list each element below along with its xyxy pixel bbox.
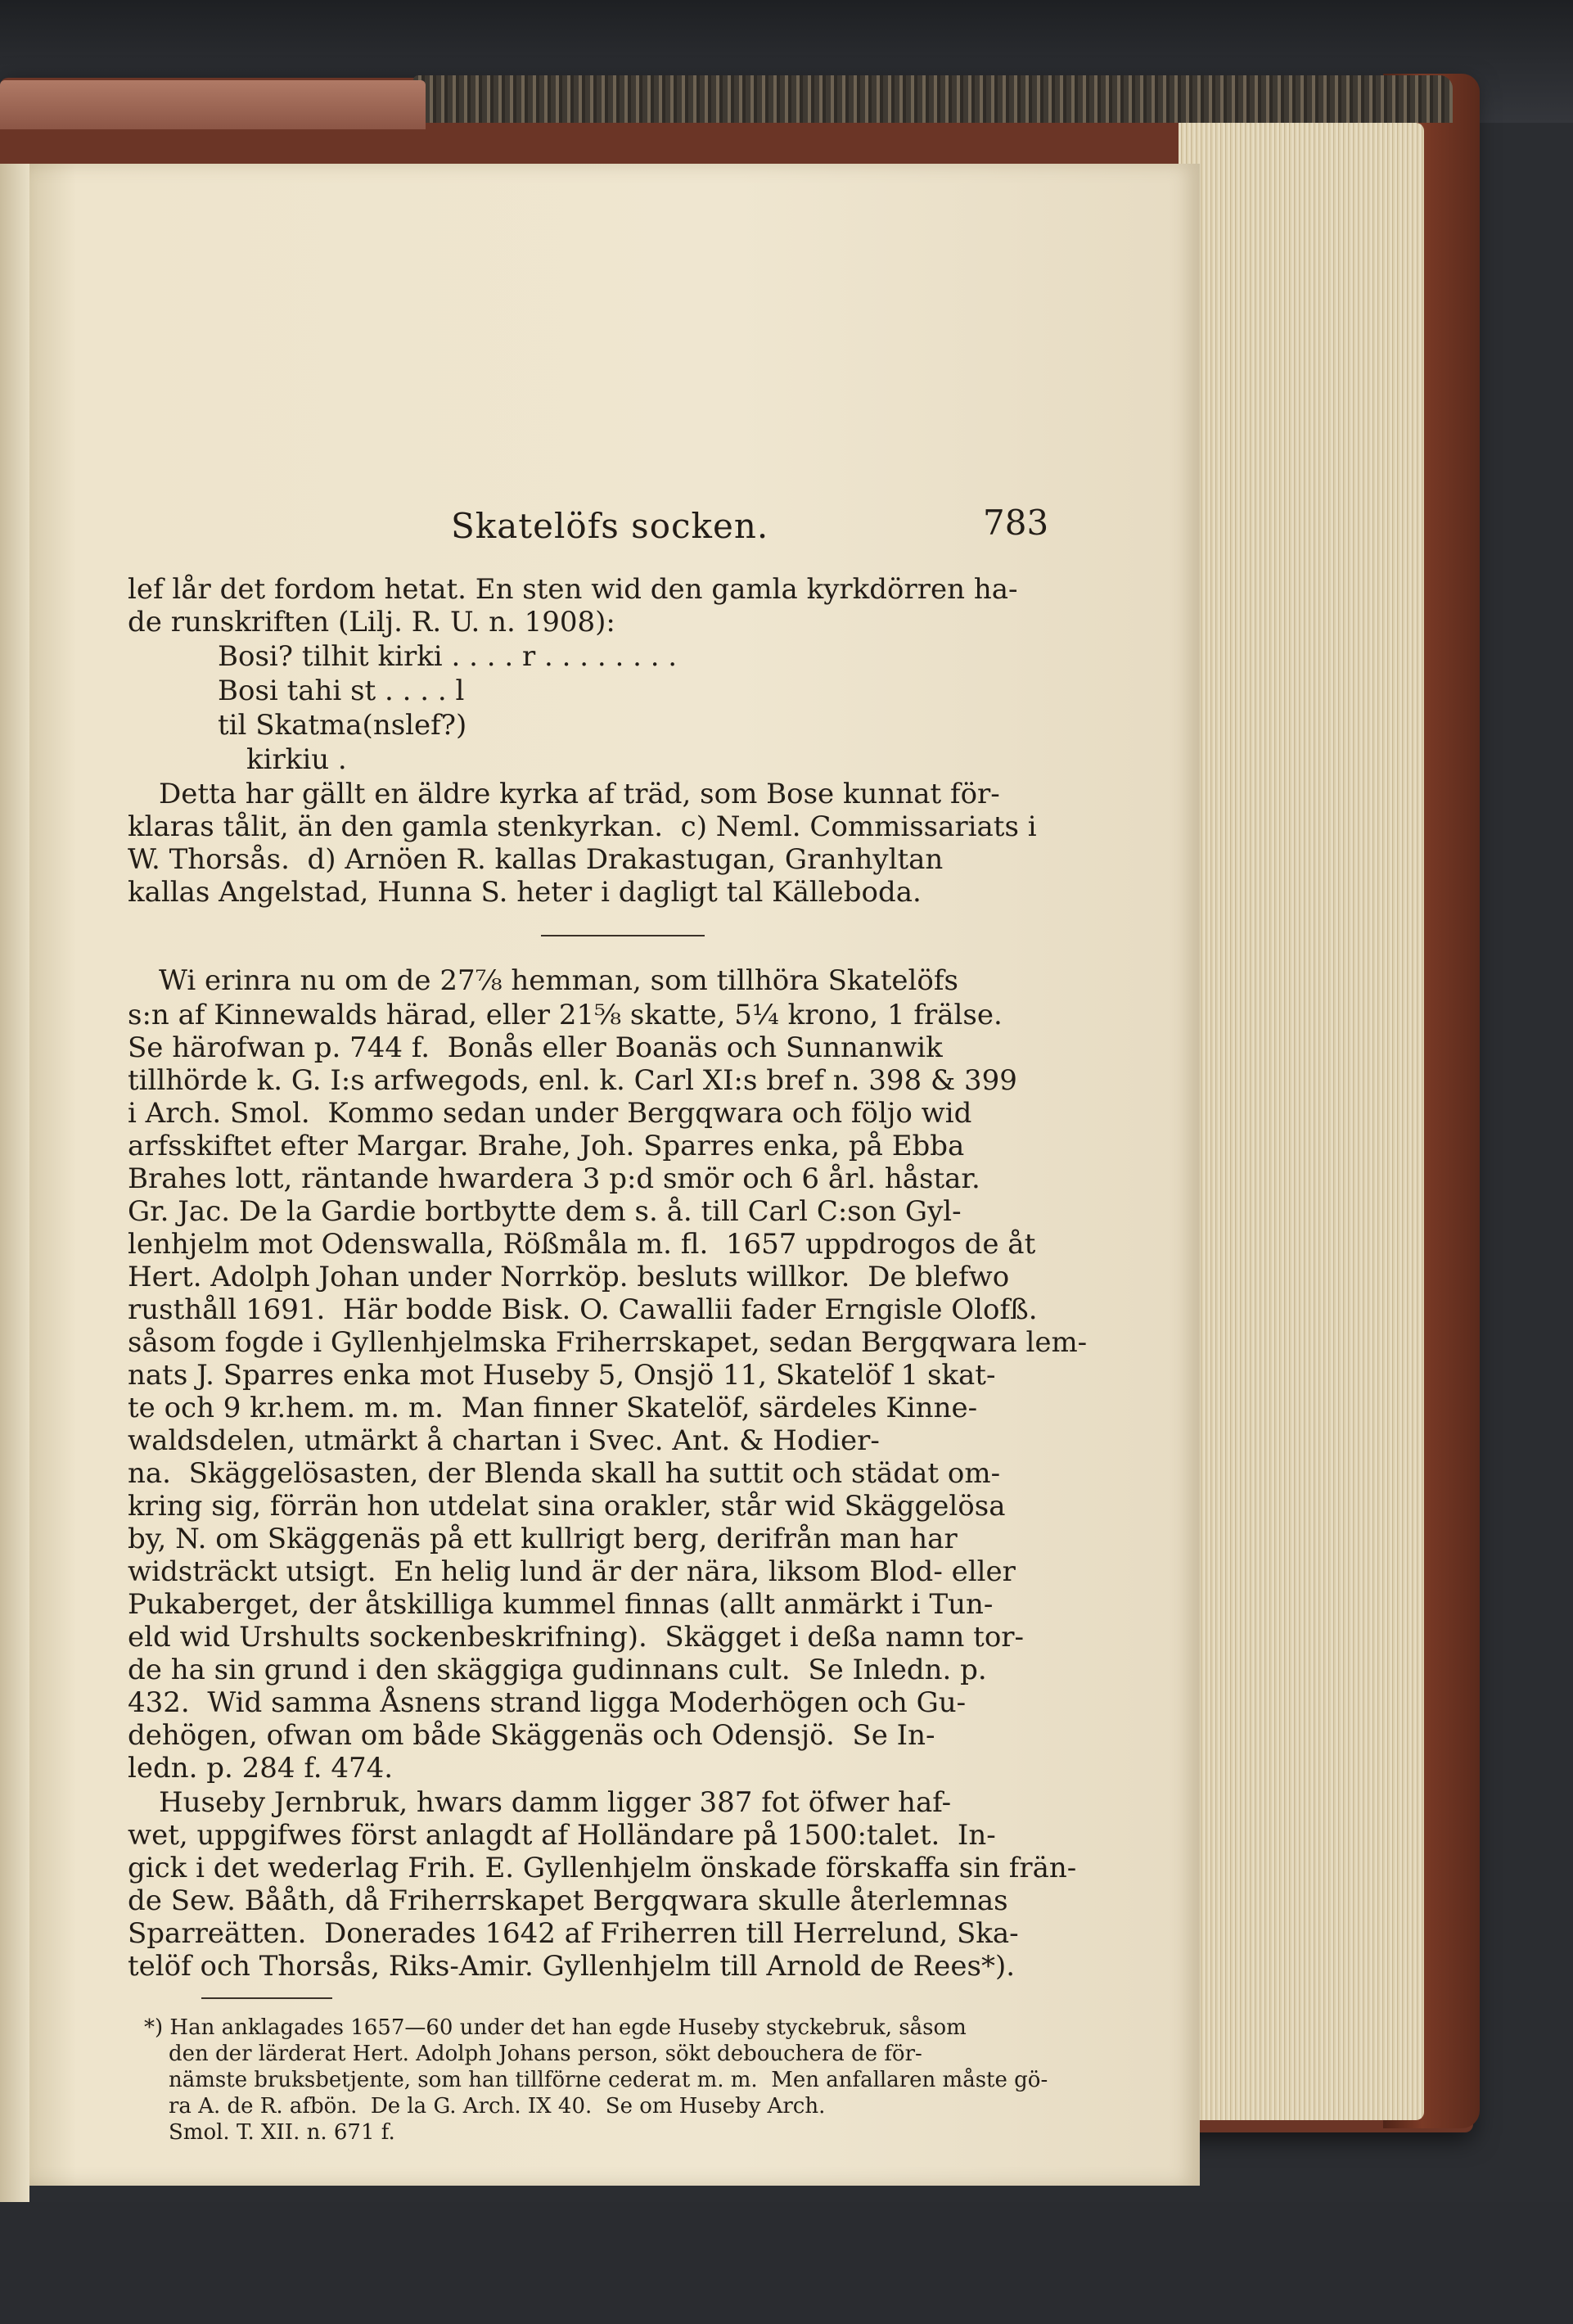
- text-line: ledn. p. 284 f. 474.: [128, 1752, 394, 1785]
- footnote-line: ra A. de R. afbön. De la G. Arch. IX 40. Se om Huseby Arch.: [169, 2094, 826, 2119]
- text-line: arfsskiftet efter Margar. Brahe, Joh. Sparres enka, på Ebba: [128, 1130, 965, 1162]
- text-line: 432. Wid samma Åsnens strand ligga Moderhögen och Gu-: [128, 1686, 967, 1719]
- text-line: såsom fogde i Gyllenhjelmska Friherrskapet, sedan Bergqwara lem-: [128, 1326, 1088, 1359]
- footnote-line: den der lärderat Hert. Adolph Johans person, sökt debouchera de för-: [169, 2042, 922, 2066]
- text-line: waldsdelen, utmärkt å chartan i Svec. Ant. & Hodier-: [128, 1424, 880, 1457]
- text-line: dehögen, ofwan om både Skäggenäs och Odensjö. Se In-: [128, 1719, 935, 1752]
- page-number: 783: [983, 503, 1049, 543]
- text-line: wet, uppgifwes först anlagdt af Holländare på 1500:talet. In-: [128, 1819, 996, 1852]
- text-line: by, N. om Skäggenäs på ett kullrigt berg, derifrån man har: [128, 1523, 958, 1555]
- footnote-line: Smol. T. XII. n. 671 f.: [169, 2120, 395, 2145]
- text-line: lef lår det fordom hetat. En sten wid den gamla kyrkdörren ha-: [128, 573, 1018, 606]
- left-page-sliver: [0, 164, 29, 2202]
- text-line: i Arch. Smol. Kommo sedan under Bergqwara och följo wid: [128, 1097, 972, 1130]
- text-line: Detta har gällt en äldre kyrka af träd, som Bose kunnat för-: [159, 778, 1000, 810]
- text-line: eld wid Urshults sockenbeskrifning). Skägget i deßa namn tor-: [128, 1621, 1025, 1654]
- text-line: klaras tålit, än den gamla stenkyrkan. c) Neml. Commissariats i: [128, 810, 1037, 843]
- text-line: rusthåll 1691. Här bodde Bisk. O. Cawallii fader Erngisle Olofß.: [128, 1293, 1038, 1326]
- footnote-line: *) Han anklagades 1657—60 under det han egde Huseby styckebruk, såsom: [144, 2015, 967, 2040]
- text-line: nats J. Sparres enka mot Huseby 5, Onsjö 11, Skatelöf 1 skat-: [128, 1359, 996, 1392]
- book-spine: [413, 75, 1453, 123]
- text-line: gick i det wederlag Frih. E. Gyllenhjelm önskade förskaffa sin frän-: [128, 1852, 1077, 1884]
- text-line: Huseby Jernbruk, hwars damm ligger 387 fot öfwer haf-: [159, 1786, 952, 1819]
- text-line: Pukaberget, der åtskilliga kummel finnas (allt anmärkt i Tun-: [128, 1588, 994, 1621]
- book-page: [29, 164, 1200, 2186]
- text-line: kring sig, förrän hon utdelat sina orakler, står wid Skäggelösa: [128, 1490, 1006, 1523]
- text-line: de ha sin grund i den skäggiga gudinnans cult. Se Inledn. p.: [128, 1654, 987, 1686]
- text-line: Bosi tahi st . . . . l: [218, 675, 465, 707]
- text-line: lenhjelm mot Odenswalla, Rößmåla m. fl. 1657 uppdrogos de åt: [128, 1228, 1036, 1261]
- background-bottom: [0, 2202, 1573, 2324]
- text-line: te och 9 kr.hem. m. m. Man finner Skatelöf, särdeles Kinne-: [128, 1392, 978, 1424]
- text-line: s:n af Kinnewalds härad, eller 21⅝ skatte, 5¼ krono, 1 frälse.: [128, 999, 1003, 1031]
- text-line: kallas Angelstad, Hunna S. heter i dagligt tal Källeboda.: [128, 876, 922, 909]
- text-line: til Skatma(nslef?): [218, 709, 467, 742]
- text-line: Se härofwan p. 744 f. Bonås eller Boanäs och Sunnanwik: [128, 1031, 943, 1064]
- text-line: kirkiu .: [246, 743, 347, 776]
- footnote-line: nämste bruksbetjente, som han tillförne cederat m. m. Men anfallaren måste gö-: [169, 2068, 1048, 2092]
- footnote-divider: [201, 1997, 332, 1999]
- text-line: de Sew. Bååth, då Friherrskapet Bergqwara skulle återlemnas: [128, 1884, 1008, 1917]
- text-line: Brahes lott, räntande hwardera 3 p:d smör och 6 årl. håstar.: [128, 1162, 980, 1195]
- text-line: Gr. Jac. De la Gardie bortbytte dem s. å. till Carl C:son Gyl-: [128, 1195, 962, 1228]
- text-line: Sparreätten. Donerades 1642 af Friherren till Herrelund, Ska-: [128, 1917, 1019, 1950]
- text-line: Bosi? tilhit kirki . . . . r . . . . . . . .: [218, 640, 678, 673]
- running-head: Skatelöfs socken.: [451, 506, 769, 546]
- text-line: Wi erinra nu om de 27⅞ hemman, som tillhöra Skatelöfs: [159, 964, 958, 997]
- text-line: W. Thorsås. d) Arnöen R. kallas Drakastugan, Granhyltan: [128, 843, 944, 876]
- text-line: Hert. Adolph Johan under Norrköp. besluts willkor. De blefwo: [128, 1261, 1010, 1293]
- text-line: de runskriften (Lilj. R. U. n. 1908):: [128, 606, 615, 639]
- text-line: widsträckt utsigt. En helig lund är der nära, liksom Blod- eller: [128, 1555, 1016, 1588]
- text-line: telöf och Thorsås, Riks-Amir. Gyllenhjelm till Arnold de Rees*).: [128, 1950, 1016, 1983]
- section-divider: [541, 935, 705, 936]
- page-stack-edge: [1179, 123, 1424, 2120]
- book-headband: [0, 80, 426, 129]
- text-line: na. Skäggelösasten, der Blenda skall ha suttit och städat om-: [128, 1457, 1001, 1490]
- text-line: tillhörde k. G. I:s arfwegods, enl. k. Carl XI:s bref n. 398 & 399: [128, 1064, 1017, 1097]
